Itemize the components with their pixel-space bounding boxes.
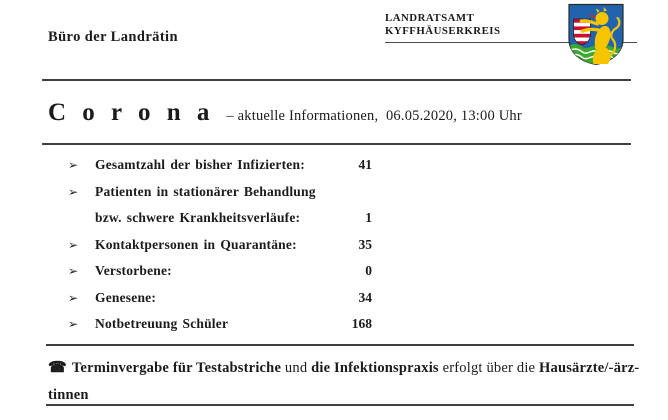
footer-text: und	[281, 360, 312, 376]
stat-value: 1	[365, 210, 372, 226]
title-line	[48, 99, 522, 127]
bottom-divider	[46, 404, 634, 406]
stat-row-severe	[68, 205, 372, 232]
footer-text-bold: Hausärzte/-ärz-	[539, 360, 640, 376]
stat-value: 168	[351, 316, 372, 332]
title-divider	[42, 143, 631, 145]
phone-icon: ☎	[48, 360, 67, 376]
stat-label: Notbetreuung Schüler	[95, 316, 229, 332]
footer-text: erfolgt über die	[438, 360, 540, 376]
arrow-bullet-icon: ➢	[68, 184, 79, 199]
stat-row-hospital	[68, 179, 372, 206]
footer-text-bold: tinnen	[48, 387, 89, 403]
stat-row-recovered	[68, 285, 372, 312]
footer-note	[48, 355, 640, 409]
stat-label: Verstorbene:	[95, 263, 172, 279]
kyffhaeuserkreis-coat-of-arms-icon	[567, 3, 625, 66]
stat-label: Gesamtzahl der bisher Infizierten:	[95, 157, 305, 173]
page-title: C o r o n a	[48, 99, 215, 126]
footer-divider	[46, 344, 634, 346]
footer-text-bold: die Infektionspraxis	[311, 360, 439, 376]
stat-label: bzw. schwere Krankheitsverläufe:	[95, 210, 301, 226]
stat-row-infected	[68, 152, 372, 179]
arrow-bullet-icon: ➢	[68, 317, 79, 332]
stat-row-emergency-care	[68, 311, 372, 338]
stat-value: 34	[358, 289, 372, 305]
arrow-bullet-icon: ➢	[68, 290, 79, 305]
arrow-bullet-icon: ➢	[68, 237, 79, 252]
org-name-block	[385, 12, 501, 38]
page-subtitle: – aktuelle Informationen, 06.05.2020, 13:00 Uhr	[226, 108, 522, 124]
header-divider	[42, 79, 631, 81]
stat-row-deceased	[68, 258, 372, 285]
stat-row-quarantine	[68, 232, 372, 259]
arrow-bullet-icon: ➢	[68, 264, 79, 279]
office-label: Büro der Landrätin	[48, 29, 178, 45]
org-line2: KYFFHÄUSERKREIS	[385, 25, 501, 37]
arrow-bullet-icon: ➢	[68, 158, 79, 173]
stats-list	[68, 152, 372, 338]
stat-label: Patienten in stationärer Behandlung	[95, 183, 316, 199]
stat-value: 0	[365, 263, 372, 279]
footer-text-bold: Terminvergabe für Testabstriche	[71, 360, 282, 376]
stat-value: 41	[358, 157, 372, 173]
stat-label: Genesene:	[95, 289, 157, 305]
org-line1: LANDRATSAMT	[385, 12, 475, 24]
stat-value: 35	[358, 236, 372, 252]
stat-label: Kontaktpersonen in Quarantäne:	[95, 236, 297, 252]
